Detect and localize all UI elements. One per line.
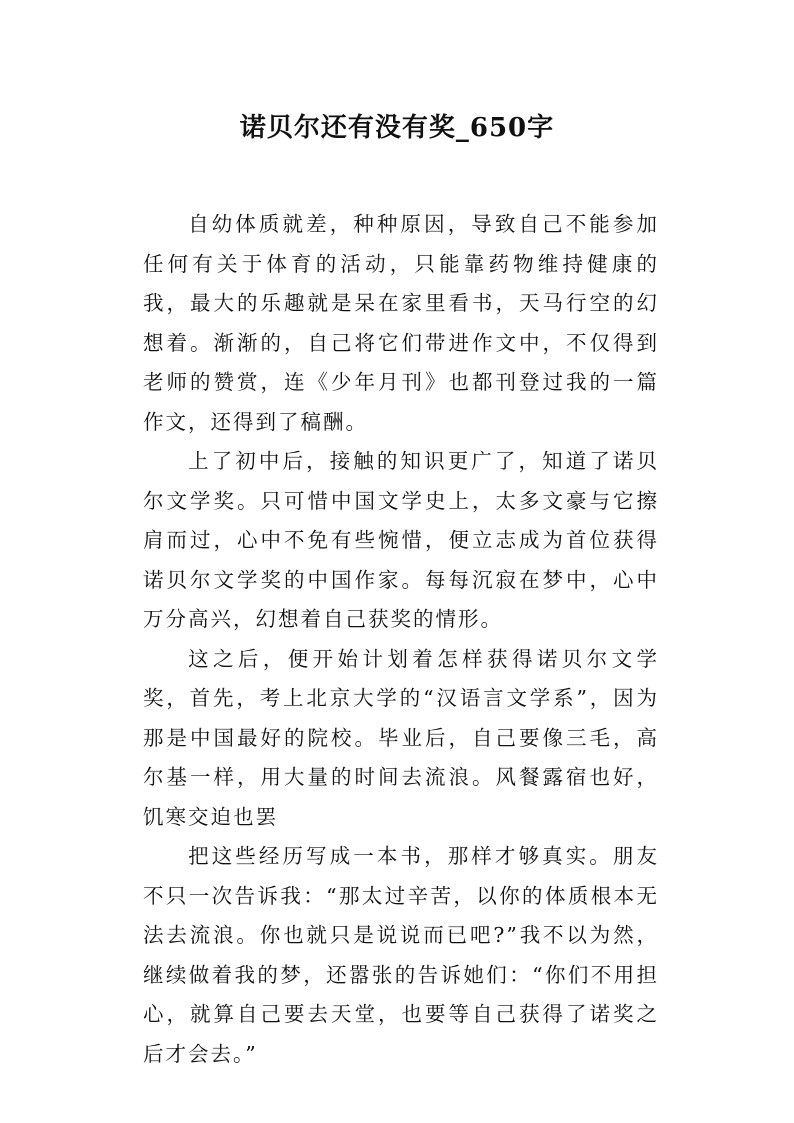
paragraph-4: 把这些经历写成一本书，那样才够真实。朋友不只一次告诉我：“那太过辛苦，以你的体质根本无法去流浪。你也就只是说说而已吧?”我不以为然，继续做着我的梦，还嚣张的告诉她们：“你们不用担心，就算自己要去天堂，也要等自己获得了诺奖之后才会去。” — [143, 844, 659, 1066]
document-title: 诺贝尔还有没有奖_650字 — [239, 113, 555, 143]
paragraph-1: 自幼体质就差，种种原因，导致自己不能参加任何有关于体育的活动，只能靠药物维持健康的我，最大的乐趣就是呆在家里看书，天马行空的幻想着。渐渐的，自己将它们带进作文中，不仅得到老师的赞赏，连《少年月刊》也都刊登过我的一篇作文，还得到了稿酬。 — [143, 212, 659, 434]
document-body — [143, 205, 659, 1074]
paragraph-3: 这之后，便开始计划着怎样获得诺贝尔文学奖，首先，考上北京大学的“汉语言文学系”，因为那是中国最好的院校。毕业后，自己要像三毛，高尔基一样，用大量的时间去流浪。风餐露宿也好，饥寒交迫也罢 — [143, 646, 659, 829]
paragraph-2: 上了初中后，接触的知识更广了，知道了诺贝尔文学奖。只可惜中国文学史上，太多文豪与它擦肩而过，心中不免有些惋惜，便立志成为首位获得诺贝尔文学奖的中国作家。每每沉寂在梦中，心中万分高兴，幻想着自己获奖的情形。 — [143, 449, 659, 631]
